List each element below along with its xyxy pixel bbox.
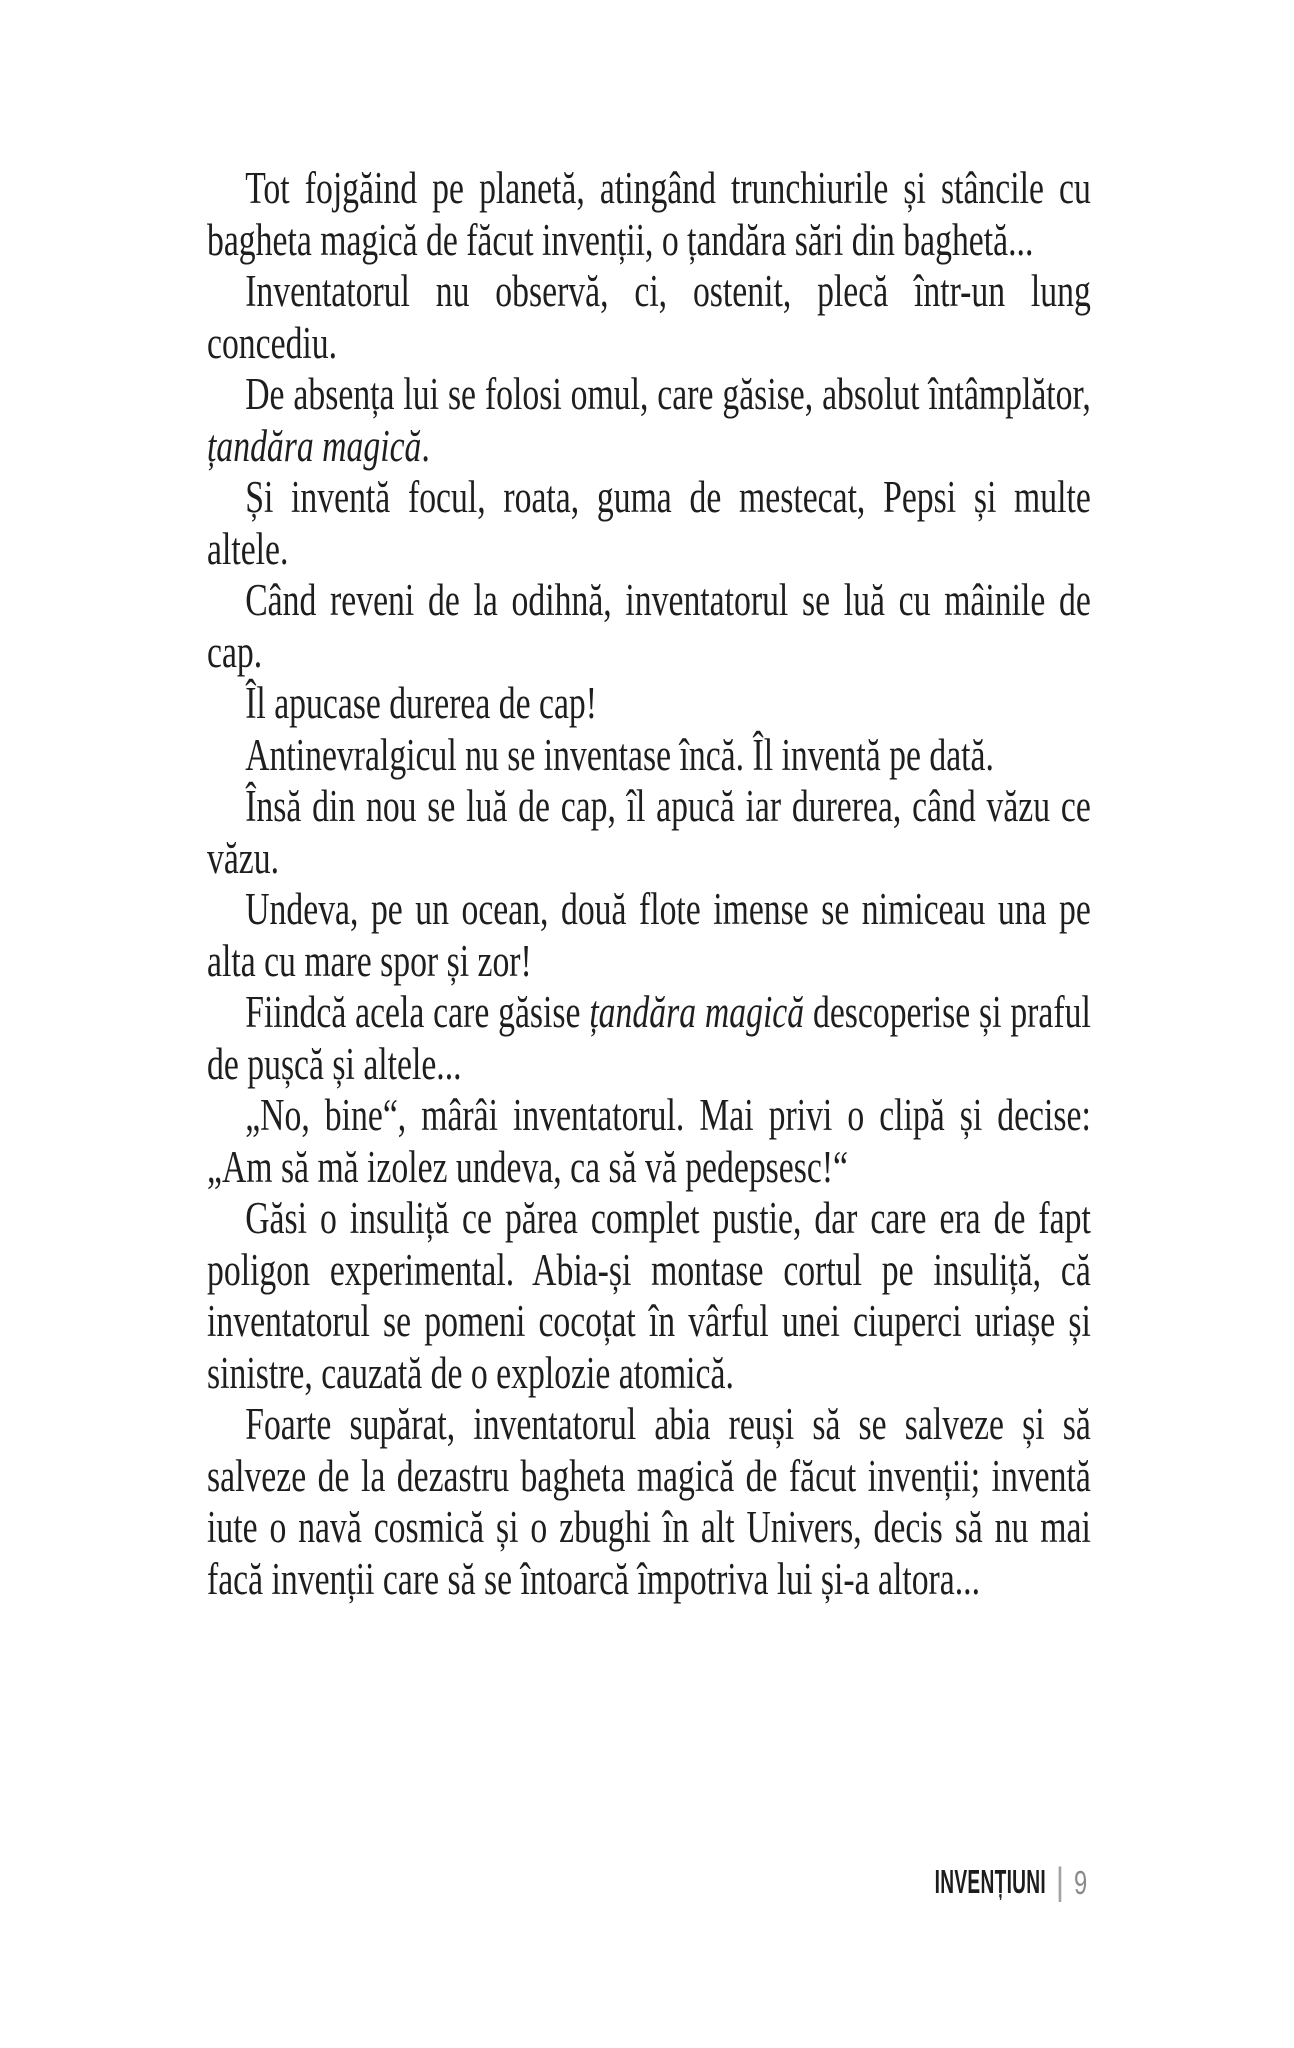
- body-paragraph-3: De absența lui se folosi omul, care găsise, absolut întâmplător, țandăra magică.: [207, 369, 1091, 471]
- body-paragraph-11: „No, bine“, mârâi inventatorul. Mai privi o clipă și decise: „Am să mă izolez undeva, ca să vă pedepsesc!“: [207, 1090, 1091, 1192]
- body-paragraph-5: Când reveni de la odihnă, inventatorul se luă cu mâinile de cap.: [207, 575, 1091, 677]
- body-paragraph-8: Însă din nou se luă de cap, îl apucă iar durerea, când văzu ce văzu.: [207, 781, 1091, 883]
- body-paragraph-12: Găsi o insuliță ce părea complet pustie, dar care era de fapt poligon experimental. Abia-și montase cortul pe insuliță, că inventatorul se pomeni cocoțat în vârful unei ciuperci uriașe și sinistre, cauzată de o explozie atomică.: [207, 1193, 1091, 1398]
- body-paragraph-1: Tot fojgăind pe planetă, atingând trunchiurile și stâncile cu bagheta magică de făcut invenții, o țandăra sări din baghetă...: [207, 163, 1091, 265]
- body-text: [207, 163, 1091, 1605]
- page-footer: [854, 1858, 1092, 1906]
- body-paragraph-7: Antinevralgicul nu se inventase încă. Îl inventă pe dată.: [245, 729, 994, 780]
- body-paragraph-9: Undeva, pe un ocean, două flote imense se nimiceau una pe alta cu mare spor și zor!: [207, 884, 1091, 986]
- body-paragraph-10: Fiindcă acela care găsise țandăra magică descoperise și praful de pușcă și altele...: [207, 987, 1091, 1089]
- body-paragraph-6: Îl apucase durerea de cap!: [245, 678, 597, 728]
- body-paragraph-4: Și inventă focul, roata, guma de mestecat, Pepsi și multe altele.: [207, 472, 1091, 574]
- page-number: 9: [1073, 1863, 1087, 1901]
- running-footer-title: INVENȚIUNI: [934, 1863, 1046, 1900]
- body-paragraph-2: Inventatorul nu observă, ci, ostenit, plecă într-un lung concediu.: [207, 266, 1091, 368]
- footer-separator: |: [1055, 1861, 1064, 1903]
- body-paragraph-13: Foarte supărat, inventatorul abia reuși să se salveze și să salveze de la dezastru bagheta magică de făcut invenții; inventă iute o navă cosmică și o zbughi în alt Univers, decis să nu mai facă invenții care să se întoarcă împotriva lui și-a altora...: [207, 1399, 1091, 1604]
